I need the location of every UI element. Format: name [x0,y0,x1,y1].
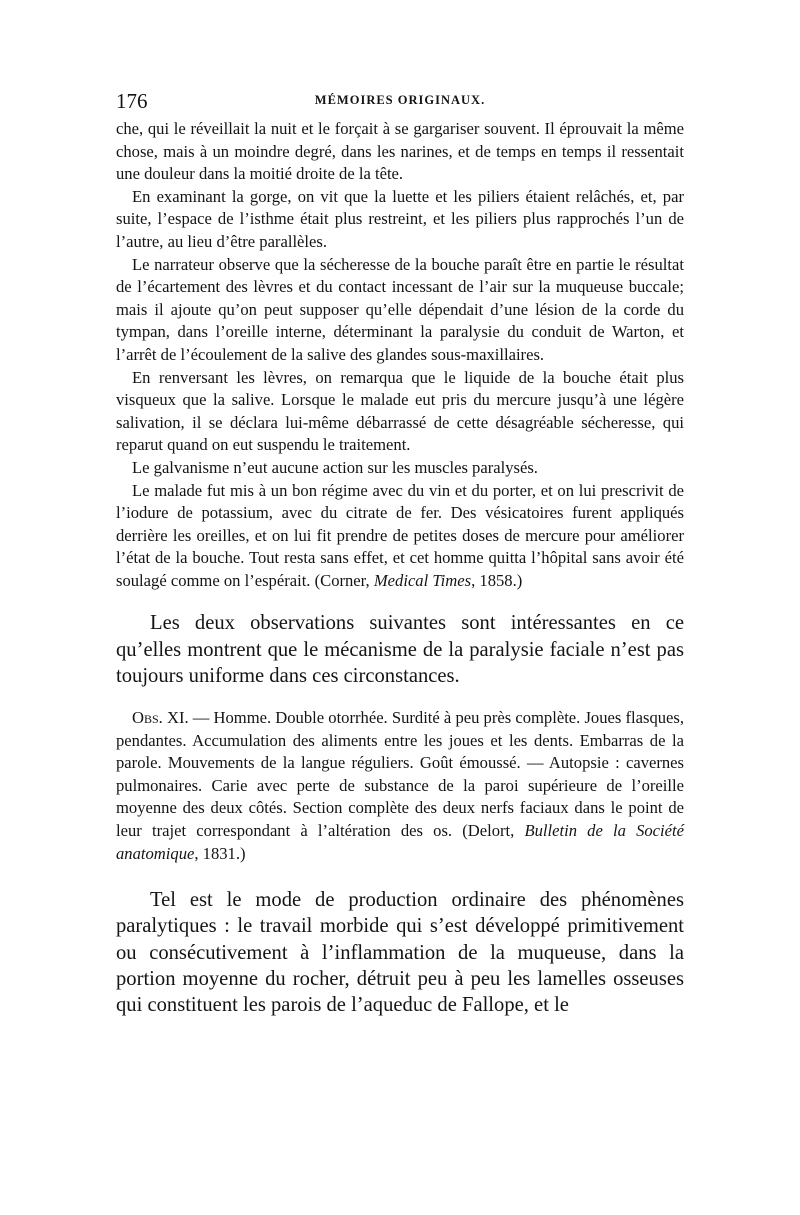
book-page [116,88,684,1018]
paragraph-galvanism: Le galvanisme n’eut aucune action sur les muscles paralysés. [132,457,538,477]
page-number: 176 [116,89,148,113]
paragraph-lips: En renversant les lèvres, on remarqua que le liquide de la bouche était plus visqueux que la salive. Lorsque le malade eut pris du mercure jusqu’à une légère salivation, il se déclara lui-même débarrassé de cette désagréable sécheresse, qui reparut quand on eut suspendu le traitement. [116,367,684,455]
page-header [116,88,684,118]
treatment-text: Le malade fut mis à un bon régime avec du vin et du porter, et on lui prescrivit de l’iodure de potassium, avec du citrate de fer. Des vésicatoires furent appliqués derrière les oreilles, et on lui fit prendre de petites doses de mercure pour améliorer l’état de la bouche. Tout resta sans effet, et cet homme quitta l’hôpital sans avoir été soulagé comme on l’espérait. (Corner, [116,480,684,590]
observation-xi [116,707,684,865]
observation-source: Bulletin de la Société anatomique [116,821,684,863]
clinical-case-text [116,118,684,592]
paragraph-continued: che, qui le réveillait la nuit et le forçait à se gargariser souvent. Il éprouvait la même chose, mais à un moindre degré, dans les narines, et de temps en temps il ressentait une douleur dans la moitié droite de la tête. [116,119,684,184]
paragraph-throat-exam: En examinant la gorge, on vit que la luette et les piliers étaient relâchés, et, par suite, l’espace de l’isthme était plus restreint, et les piliers plus rapprochés l’un de l’autre, au lieu d’être parallèles. [116,186,684,251]
transition-paragraph [116,610,684,689]
conclusion-text: Tel est le mode de production ordinaire des phénomènes paralytiques : le travail morbide qui s’est développé primitivement ou consécutivement à l’inflammation de la muqueuse, dans la portion moyenne du rocher, détruit peu à peu les lamelles osseuses qui constituent les parois de l’aqueduc de Fallope, et le [116,889,684,1017]
observation-year: , 1831.) [194,843,246,863]
observation-text: — Homme. Double otorrhée. Surdité à peu près complète. Joues flasques, pendantes. Accumulation des aliments entre les joues et les dents. Embarras de la parole. Mouvements de la langue réguliers. Goût émoussé. — Autopsie : cavernes pulmonaires. Carie avec perte de substance de la paroi supérieure de l’oreille moyenne des deux côtés. Section complète des deux nerfs faciaux dans le point de leur trajet correspondant à l’altération des os. (Delort, [116,708,685,841]
paragraph-treatment [116,480,684,593]
citation-source: Medical Times [373,570,472,590]
observation-label: Obs. XI. [132,708,189,728]
observation-paragraph [116,707,684,865]
paragraph-narrator-observation: Le narrateur observe que la sécheresse de la bouche paraît être en partie le résultat de l’écartement des lèvres et du contact incessant de l’air sur la muqueuse buccale; mais il ajoute qu’on peut supposer qu’elle dépendait d’une lésion de la corde du tympan, dans l’oreille interne, déterminant la paralysie du conduit de Warton, et l’arrêt de l’écoulement de la salive des glandes sous-maxillaires. [116,254,684,364]
citation-year: , 1858.) [471,570,523,590]
conclusion-paragraph [116,887,684,1018]
running-head: MÉMOIRES ORIGINAUX. [314,93,486,107]
observations-intro: Les deux observations suivantes sont intéressantes en ce qu’elles montrent que le mécanisme de la paralysie faciale n’est pas toujours uniforme dans ces circonstances. [116,612,684,687]
